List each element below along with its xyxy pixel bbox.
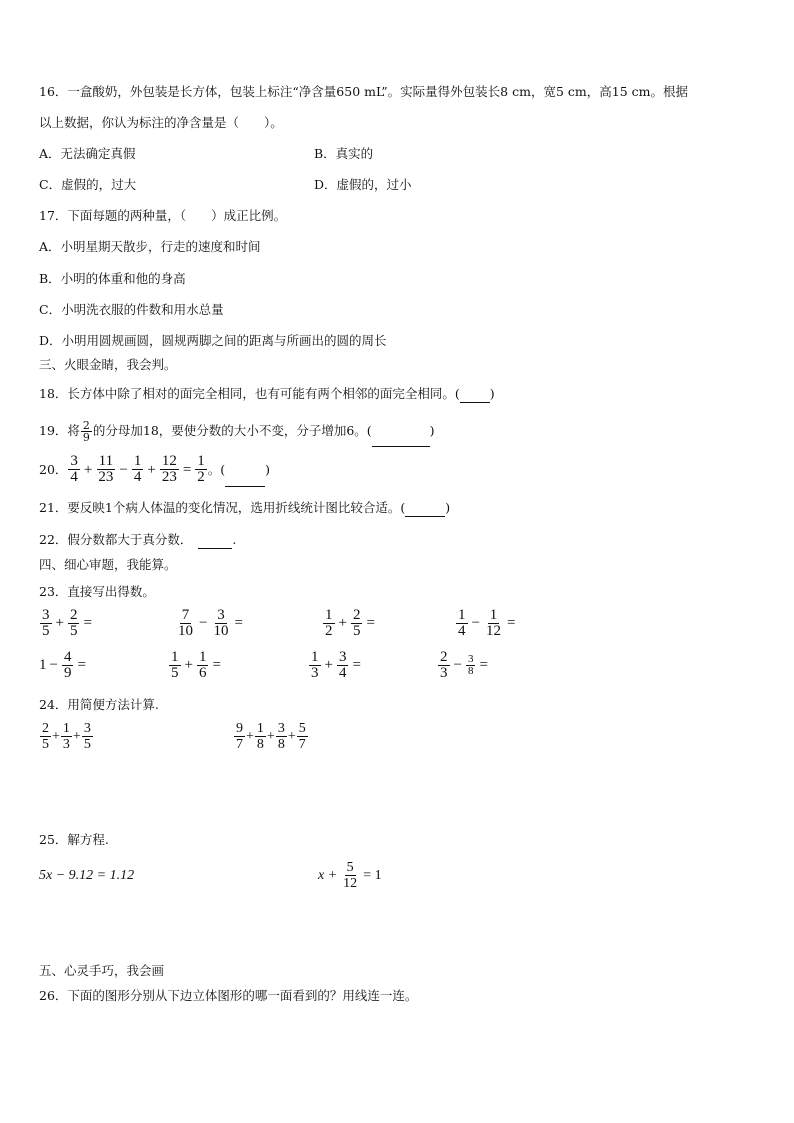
- q23-6-a-den: 5: [171, 665, 179, 681]
- q24-e1-sep-1: +: [52, 728, 60, 744]
- q20-term-2-num: 11: [98, 453, 114, 469]
- q23-7-b-num: 3: [338, 649, 347, 665]
- q23-7-a-den: 3: [311, 665, 319, 681]
- q24-e2-sep-1: +: [246, 728, 254, 744]
- q23-item-4: [455, 608, 518, 639]
- q20-answer-blank[interactable]: [225, 452, 265, 487]
- q20-term-3-den: 4: [133, 469, 142, 485]
- q17-option-a: A．小明星期天散步，行走的速度和时间: [39, 239, 261, 254]
- q25-equation-2: [318, 860, 382, 891]
- q24-e2-t4-num: 5: [298, 721, 306, 736]
- q20-term-4-num: 12: [161, 453, 177, 469]
- q24-e1-t1-den: 5: [42, 737, 49, 752]
- q23-2-eq: =: [234, 615, 243, 631]
- q23-item-1: [39, 608, 95, 639]
- q23-item-2: [175, 608, 246, 639]
- q23-3-eq: =: [366, 615, 375, 631]
- q25-equation-1: 5x − 9.12 = 1.12: [39, 868, 135, 883]
- q23-2-b-num: 3: [217, 607, 225, 623]
- q20-expression: [67, 453, 207, 487]
- q23-item-7: [308, 650, 364, 681]
- section-4-heading: 四、细心审题，我能算。: [39, 557, 177, 572]
- q23-2-op: −: [199, 615, 208, 631]
- q23-3-b-num: 2: [352, 607, 361, 623]
- q23-4-a-den: 4: [458, 623, 466, 639]
- q23-3-op: +: [338, 615, 347, 631]
- q20-op-3: +: [147, 461, 156, 478]
- q23-2-a-num: 7: [181, 607, 190, 623]
- q23-7-op: +: [324, 657, 333, 673]
- q23-8-eq: =: [479, 657, 488, 673]
- q24-e2-t2-den: 8: [256, 737, 264, 752]
- q23-4-op: −: [471, 615, 480, 631]
- q18-paren-close: ): [489, 386, 495, 401]
- q16-option-d: D．虚假的，过小: [314, 177, 412, 192]
- q19-answer-blank[interactable]: [372, 416, 430, 447]
- q19-fraction: [81, 420, 92, 443]
- q23-7-eq: =: [352, 657, 361, 673]
- q20-term-1-den: 4: [70, 469, 78, 485]
- q20-term-5: [195, 454, 207, 485]
- q24-e2-t1-num: 9: [236, 721, 243, 736]
- q26-stem: 26．下面的图形分别从下边立体图形的哪一面看到的？用线连一连。: [39, 988, 418, 1003]
- q20-op-4: =: [182, 461, 192, 478]
- q19-post: 的分母加18，要使分数的大小不变，分子增加6。(: [92, 423, 372, 438]
- q20-number: 20．: [39, 461, 68, 477]
- q24-expression-2: [233, 721, 309, 752]
- q18: [39, 386, 495, 403]
- q17-option-c: C．小明洗衣服的件数和用水总量: [39, 302, 224, 317]
- q22-end: .: [232, 532, 237, 547]
- q20-op-2: −: [119, 461, 128, 478]
- q23-5-b-num: 4: [63, 649, 72, 665]
- q23-4-b-num: 1: [489, 607, 498, 623]
- q16-stem-line1: 16．一盒酸奶，外包装是长方体，包装上标注“净含量650 mL”。实际量得外包装长8 cm，宽5 cm，高15 cm。根据: [39, 84, 688, 99]
- q23-2-a-den: 10: [178, 623, 193, 639]
- q23-item-5: [39, 650, 89, 681]
- q23-4-a-num: 1: [458, 607, 466, 623]
- q16-stem-line2: 以上数据，你认为标注的净含量是（ ）。: [39, 115, 283, 130]
- q20-op-1: +: [83, 461, 93, 478]
- q22-text: 22．假分数都大于真分数．: [39, 532, 193, 547]
- q23-8-b-den: 8: [467, 665, 474, 677]
- q20-term-3: [132, 454, 144, 485]
- q24-stem: 24．用简便方法计算.: [39, 697, 159, 712]
- q22: [39, 532, 236, 549]
- q24-e1-t3-den: 5: [83, 737, 91, 752]
- section-3-heading: 三、火眼金睛，我会判。: [39, 357, 177, 372]
- q23-8-a-num: 2: [440, 649, 448, 665]
- q23-5-op: −: [49, 657, 58, 673]
- q21-paren-close: ): [445, 500, 451, 515]
- q25-eq2-post: = 1: [363, 867, 382, 883]
- q24-e2-t3-den: 8: [277, 737, 285, 752]
- q17-stem: 17．下面每题的两种量，（ ）成正比例。: [39, 208, 287, 223]
- q20-term-5-num: 1: [197, 453, 205, 469]
- q23-3-b-den: 5: [352, 623, 361, 639]
- q25-eq2-den: 12: [343, 876, 358, 891]
- q23-1-a-num: 3: [42, 607, 50, 623]
- q24-e2-t2-num: 1: [256, 721, 264, 736]
- q18-text: 18．长方体中除了相对的面完全相同，也有可能有两个相邻的面完全相同。(: [39, 386, 460, 401]
- q23-7-b-den: 4: [338, 665, 347, 681]
- q21-text: 21．要反映1个病人体温的变化情况，选用折线统计图比较合适。(: [39, 500, 406, 515]
- q24-e1-t3-num: 3: [83, 721, 91, 736]
- q19-frac-numerator: 2: [82, 419, 90, 432]
- q23-6-eq: =: [212, 657, 221, 673]
- q23-item-6: [168, 650, 224, 681]
- q23-1-b-den: 5: [69, 623, 78, 639]
- q23-8-op: −: [453, 657, 462, 673]
- q24-e1-t2-den: 3: [62, 737, 70, 752]
- q23-1-op: +: [55, 615, 64, 631]
- q24-e1-t1-num: 2: [42, 721, 49, 736]
- q18-answer-blank[interactable]: [460, 386, 490, 403]
- q23-7-a-num: 1: [311, 649, 319, 665]
- q19-paren-close: ): [429, 423, 435, 438]
- q23-1-a-den: 5: [42, 623, 50, 639]
- q23-4-eq: =: [506, 615, 516, 631]
- q23-6-b-den: 6: [198, 665, 207, 681]
- q23-5-eq: =: [77, 657, 86, 673]
- q16-option-c: C．虚假的，过大: [39, 177, 137, 192]
- q20-term-4: [160, 454, 179, 485]
- q20-term-3-num: 1: [133, 453, 142, 469]
- q24-e1-t2-num: 1: [62, 721, 70, 736]
- q20-term-4-den: 23: [161, 469, 177, 485]
- q25-eq2-num: 5: [346, 860, 354, 875]
- section-5-heading: 五、心灵手巧，我会画: [39, 963, 165, 978]
- q24-e2-sep-2: +: [266, 728, 275, 744]
- q20-tail: 。(: [207, 461, 226, 477]
- q25-eq2-pre: x +: [318, 867, 338, 883]
- q24-e2-t3-num: 3: [277, 721, 285, 736]
- q23-6-a-num: 1: [171, 649, 179, 665]
- q23-1-eq: =: [83, 615, 92, 631]
- q23-1-b-num: 2: [69, 607, 78, 623]
- q20: [39, 452, 270, 487]
- q16-option-a: A．无法确定真假: [39, 146, 136, 161]
- q23-6-b-num: 1: [198, 649, 207, 665]
- q17-option-b: B．小明的体重和他的身高: [39, 271, 186, 286]
- q23-3-a-den: 2: [325, 623, 333, 639]
- q24-expression-1: [39, 721, 94, 752]
- q16-option-b: B．真实的: [314, 146, 374, 161]
- q20-term-2-den: 23: [98, 469, 114, 485]
- q24-e2-t1-den: 7: [236, 737, 243, 752]
- q22-answer-blank[interactable]: [198, 532, 232, 549]
- q19-pre: 19．将: [39, 423, 80, 438]
- q23-4-b-den: 12: [485, 623, 501, 639]
- q20-paren-close: ): [265, 461, 271, 477]
- q20-term-2: [96, 454, 115, 485]
- q23-item-8: [437, 650, 491, 681]
- q23-6-op: +: [184, 657, 193, 673]
- q19: [39, 416, 435, 447]
- q20-term-5-den: 2: [197, 469, 205, 485]
- q17-option-d: D．小明用圆规画圆，圆规两脚之间的距离与所画出的圆的周长: [39, 333, 387, 348]
- q24-e2-sep-3: +: [287, 728, 296, 744]
- q24-e1-sep-2: +: [72, 728, 81, 744]
- q25-stem: 25．解方程.: [39, 832, 109, 847]
- q19-frac-denominator: 9: [82, 431, 90, 444]
- q23-5-b-den: 9: [63, 665, 72, 681]
- q23-3-a-num: 1: [325, 607, 333, 623]
- q23-item-3: [322, 608, 378, 639]
- q23-2-b-den: 10: [213, 623, 229, 639]
- q20-term-1: [68, 454, 80, 485]
- q20-term-1-num: 3: [70, 453, 78, 469]
- q21-answer-blank[interactable]: [405, 500, 445, 517]
- q21: [39, 500, 450, 517]
- q24-e2-t4-den: 7: [298, 737, 306, 752]
- q23-5-a-int: 1: [39, 657, 47, 673]
- q23-8-b-num: 3: [467, 653, 474, 665]
- q23-8-a-den: 3: [440, 665, 448, 681]
- q23-stem: 23．直接写出得数。: [39, 584, 155, 599]
